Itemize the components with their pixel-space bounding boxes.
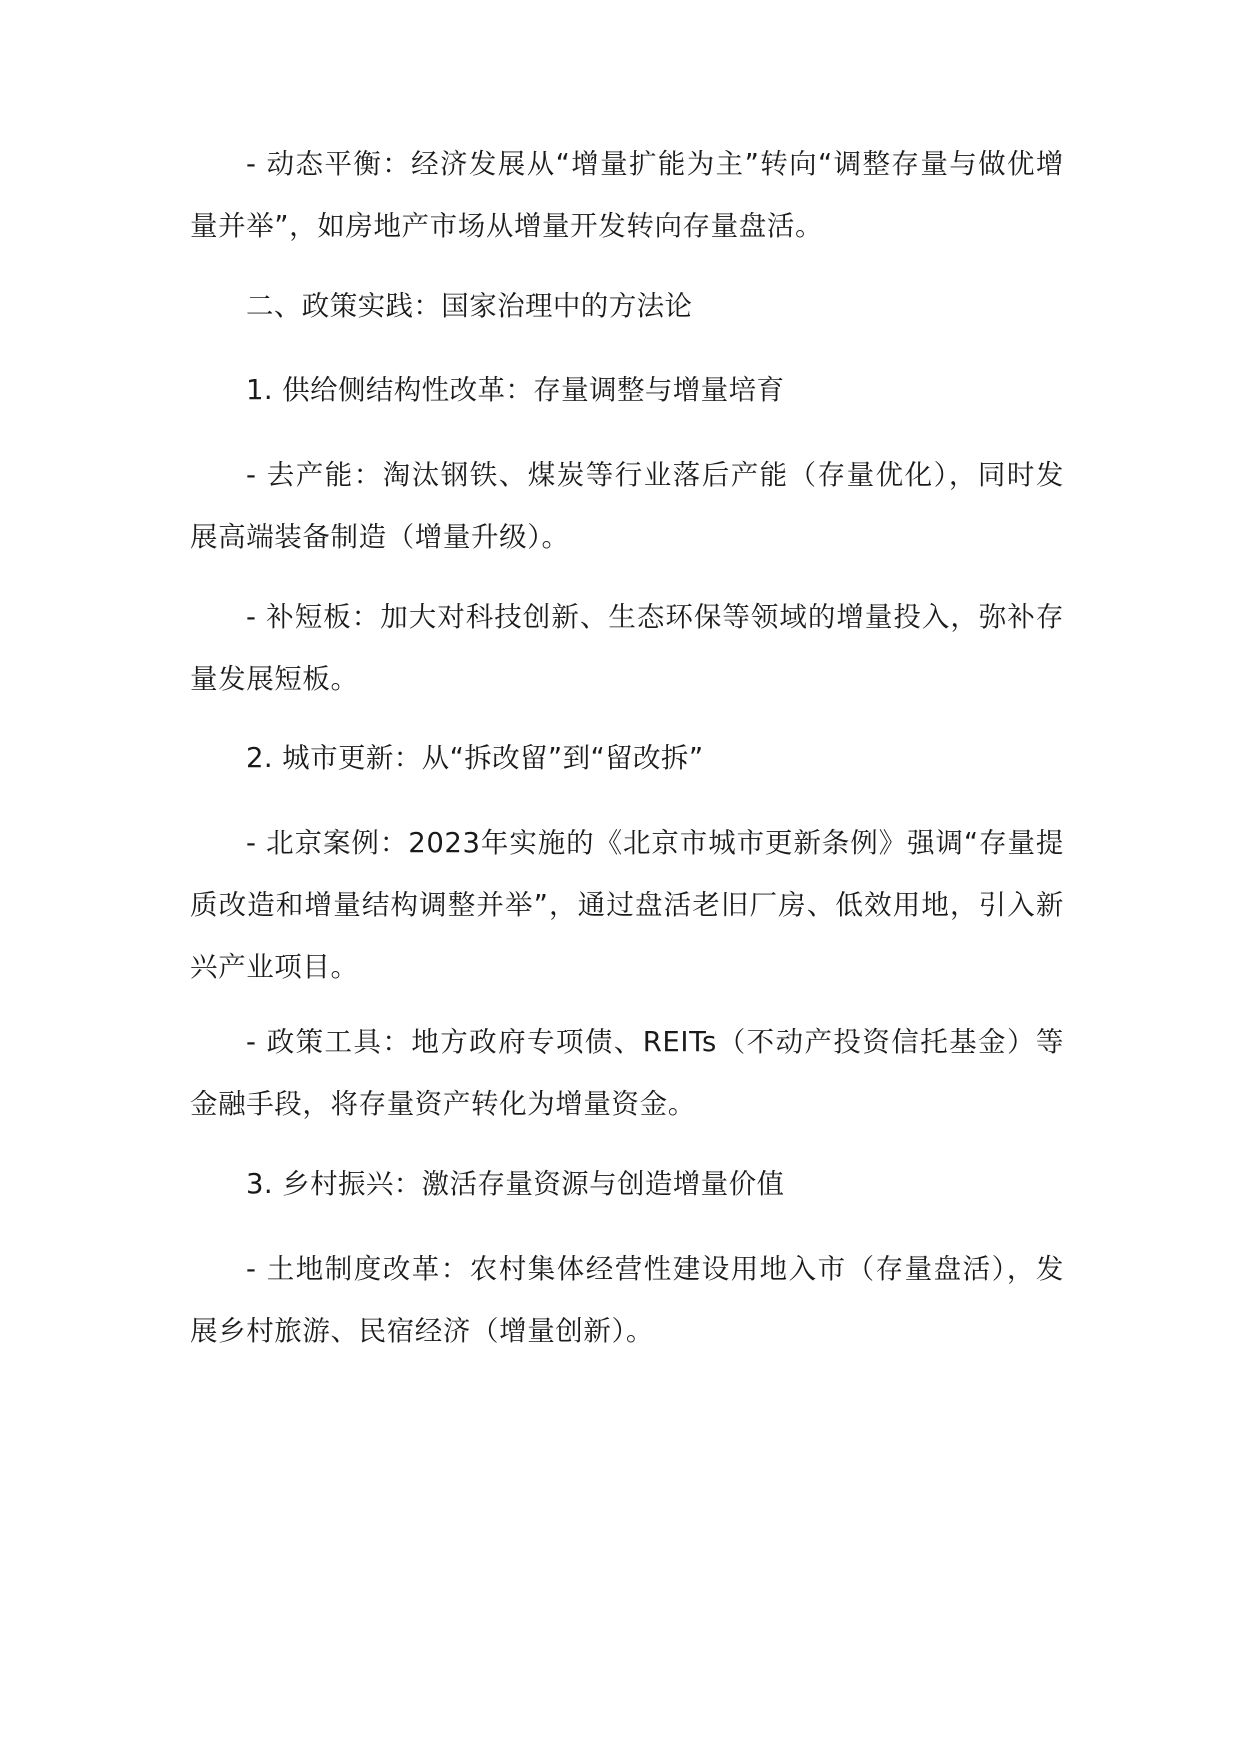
paragraph-beijing-case: - 北京案例：2023年实施的《北京市城市更新条例》强调“存量提质改造和增量结构调整并举”，通过盘活老旧厂房、低效用地，引入新兴产业项目。 (190, 827, 1064, 983)
paragraph-policy-tools: - 政策工具：地方政府专项债、REITs（不动产投资信托基金）等金融手段，将存量资产转化为增量资金。 (190, 1026, 1064, 1120)
paragraph-land-reform: - 土地制度改革：农村集体经营性建设用地入市（存量盘活），发展乡村旅游、民宿经济（增量创新）。 (190, 1253, 1064, 1347)
paragraph-dynamic-balance: - 动态平衡：经济发展从“增量扩能为主”转向“调整存量与做优增量并举”，如房地产市场从增量开发转向存量盘活。 (190, 148, 1064, 242)
subheading-supply-side-reform: 1. 供给侧结构性改革：存量调整与增量培育 (246, 374, 785, 406)
paragraph-shore-up-weaknesses: - 补短板：加大对科技创新、生态环保等领域的增量投入，弥补存量发展短板。 (190, 601, 1064, 695)
paragraph-cut-capacity: - 去产能：淘汰钢铁、煤炭等行业落后产能（存量优化），同时发展高端装备制造（增量升级）。 (190, 459, 1064, 553)
subheading-rural-revitalization: 3. 乡村振兴：激活存量资源与创造增量价值 (246, 1168, 785, 1200)
subheading-urban-renewal: 2. 城市更新：从“拆改留”到“留改拆” (246, 742, 704, 774)
section-heading-policy-practice: 二、政策实践：国家治理中的方法论 (246, 290, 693, 322)
